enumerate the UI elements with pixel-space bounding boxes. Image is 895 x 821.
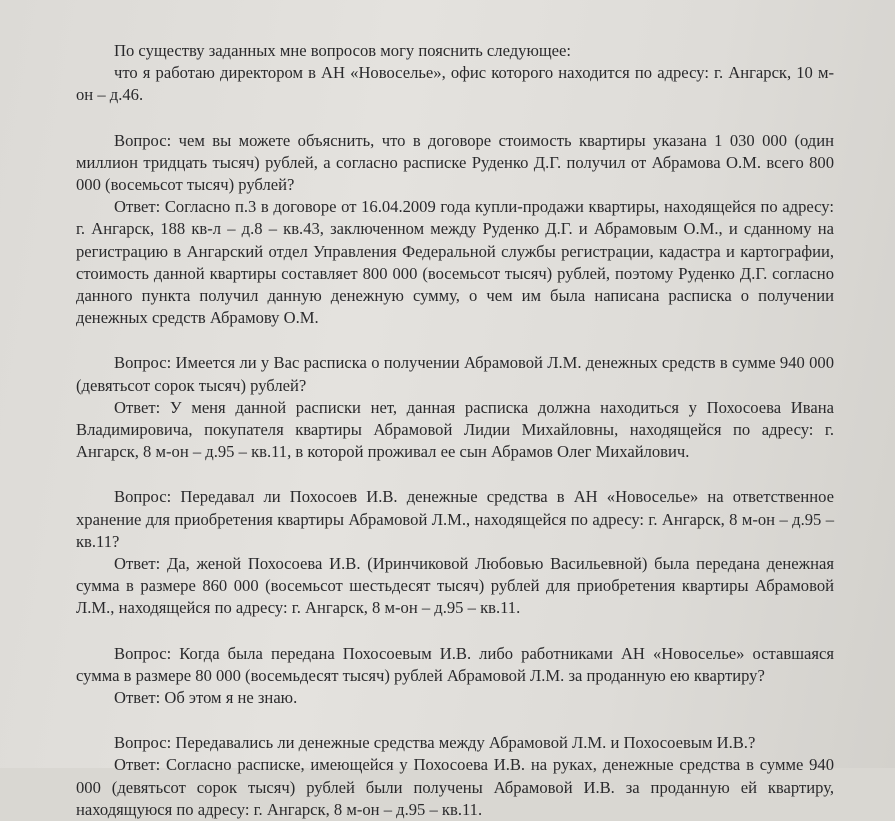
answer-5: Ответ: Согласно расписке, имеющейся у Похосоева И.В. на руках, денежные средства в сумме 940 000 (девятьсот сорок тысяч) рублей были получены Абрамовой И.В. за проданную ей квартиру, находящуюся по адресу: г. Ангарск, 8 м-он – д.95 – кв.11. bbox=[76, 755, 834, 819]
qa-block-1 bbox=[76, 130, 834, 330]
question-2: Вопрос: Имеется ли у Вас расписка о получении Абрамовой Л.М. денежных средств в сумме 940 000 (девятьсот сорок тысяч) рублей? bbox=[76, 353, 834, 395]
question-5: Вопрос: Передавались ли денежные средства между Абрамовой Л.М. и Похосоевым И.В.? bbox=[114, 733, 756, 753]
question-3: Вопрос: Передавал ли Похосоев И.В. денежные средства в АН «Новоселье» на ответственное хранение для приобретения квартиры Абрамовой Л.М., находящейся по адресу: г. Ангарск, 8 м-он – д.95 – кв.11? bbox=[76, 487, 834, 551]
qa-block-5 bbox=[76, 732, 834, 821]
answer-4: Ответ: Об этом я не знаю. bbox=[114, 688, 298, 708]
qa-block-3 bbox=[76, 486, 834, 619]
answer-2: Ответ: У меня данной расписки нет, данная расписка должна находиться у Похосоева Ивана Владимировича, покупателя квартиры Абрамовой Лидии Михайловны, находящейся по адресу: г. Ангарск, 8 м-он – д.95 – кв.11, в которой проживал ее сын Абрамов Олег Михайлович. bbox=[76, 397, 834, 462]
answer-1: Ответ: Согласно п.3 в договоре от 16.04.2009 года купли-продажи квартиры, находящейся по адресу: г. Ангарск, 188 кв-л – д.8 – кв.43, заключенном между Руденко Д.Г. и Абрамовым О.М., и сданному на регистрацию в Ангарский отдел Управления Федеральной службы регистрации, кадастра и картографии, стоимость данной квартиры составляет 800 000 (восемьсот тысяч) рублей, поэтому Руденко Д.Г. согласно данного пункта получил данную денежную сумму, о чем им была написана расписка о получении денежных средств Абрамову О.М. bbox=[76, 197, 834, 328]
qa-block-4 bbox=[76, 643, 834, 710]
question-1: Вопрос: чем вы можете объяснить, что в договоре стоимость квартиры указана 1 030 000 (один миллион тридцать тысяч) рублей, а согласно расписке Руденко Д.Г. получил от Абрамова О.М. всего 800 000 (восемьсот тысяч) рублей? bbox=[76, 130, 834, 195]
answer-3: Ответ: Да, женой Похосоева И.В. (Иринчиковой Любовью Васильевной) была передана денежная сумма в размере 860 000 (восемьсот шестьдесят тысяч) рублей для приобретения квартиры Абрамовой Л.М., находящейся по адресу: г. Ангарск, 8 м-он – д.95 – кв.11. bbox=[76, 554, 834, 618]
document-body bbox=[76, 40, 834, 821]
director-statement: что я работаю директором в АН «Новоселье», офис которого находится по адресу: г. Ангарск, 10 м-он – д.46. bbox=[76, 63, 834, 105]
qa-block-2 bbox=[76, 352, 834, 463]
question-4: Вопрос: Когда была передана Похосоевым И.В. либо работниками АН «Новоселье» оставшаяся сумма в размере 80 000 (восемьдесят тысяч) рублей Абрамовой Л.М. за проданную ею квартиру? bbox=[76, 643, 834, 685]
intro-line: По существу заданных мне вопросов могу пояснить следующее: bbox=[114, 41, 571, 60]
